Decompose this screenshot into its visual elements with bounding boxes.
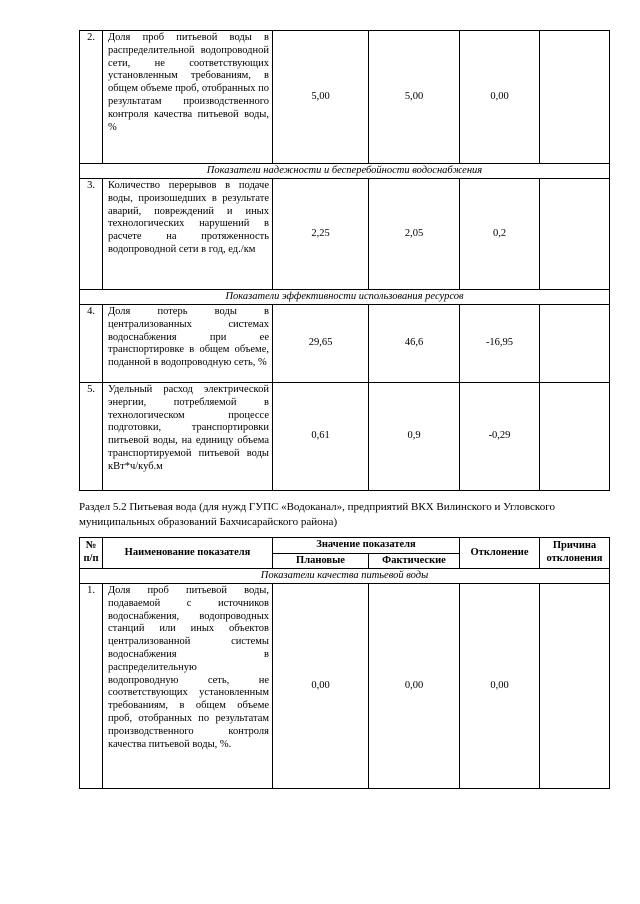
row-number: 4. [80, 305, 103, 383]
table-row [80, 584, 610, 789]
actual-value: 46,6 [369, 305, 460, 383]
header-actual: Фактические [369, 554, 460, 569]
section-row [80, 164, 610, 179]
table-row [80, 305, 610, 383]
row-number: 2. [80, 31, 103, 164]
indicator-name: Доля проб питьевой воды, подаваемой с источников водоснабжения, водопроводных станций или иных объектов централизованной системы водоснабжения в распределительную водопроводную сеть, не соответствующих установленным требованиям, в общем объеме проб, отобранных по результатам производственного контроля качества питьевой воды, %. [103, 584, 273, 789]
header-row [80, 538, 610, 554]
section-row [80, 290, 610, 305]
planned-value: 0,61 [273, 383, 369, 491]
indicator-name: Удельный расход электрической энергии, потребляемой в технологическом процессе подготовки, транспортировки питьевой воды, на единицу объема транспортируемой питьевой воды кВт*ч/куб.м [103, 383, 273, 491]
header-value-group: Значение показателя [273, 538, 460, 554]
planned-value: 29,65 [273, 305, 369, 383]
deviation-reason [540, 383, 610, 491]
section-reliability-title: Показатели надежности и бесперебойности водоснабжения [80, 164, 610, 179]
planned-value: 2,25 [273, 179, 369, 290]
actual-value: 5,00 [369, 31, 460, 164]
section-efficiency-title: Показатели эффективности использования ресурсов [80, 290, 610, 305]
header-deviation: Отклонение [460, 538, 540, 569]
deviation-reason [540, 31, 610, 164]
header-number: № п/п [80, 538, 103, 569]
deviation-value: 0,00 [460, 584, 540, 789]
deviation-reason [540, 305, 610, 383]
row-number: 1. [80, 584, 103, 789]
actual-value: 0,00 [369, 584, 460, 789]
indicator-name: Доля проб питьевой воды в распределительной водопроводной сети, не соответствующих установленным требованиям, в общем объеме проб, отобранных по результатам производственного контроля качества питьевой воды, % [103, 31, 273, 164]
table-row [80, 31, 610, 164]
header-reason: Причина отклонения [540, 538, 610, 569]
deviation-value: -0,29 [460, 383, 540, 491]
deviation-value: 0,00 [460, 31, 540, 164]
table-row [80, 179, 610, 290]
actual-value: 2,05 [369, 179, 460, 290]
section-5-2-caption: Раздел 5.2 Питьевая вода (для нужд ГУПС «Водоканал», предприятий ВКХ Вилинского и Угловского муниципальных образований Бахчисарайского района) [79, 501, 555, 528]
section-quality-title: Показатели качества питьевой воды [80, 569, 610, 584]
table-row [80, 383, 610, 491]
planned-value: 0,00 [273, 584, 369, 789]
deviation-value: -16,95 [460, 305, 540, 383]
row-number: 3. [80, 179, 103, 290]
indicator-name: Доля потерь воды в централизованных системах водоснабжения при ее транспортировке в общем объеме, поданной в водопроводную сеть, % [103, 305, 273, 383]
drinking-water-indicators-table [79, 537, 610, 789]
deviation-reason [540, 179, 610, 290]
header-name: Наименование показателя [103, 538, 273, 569]
header-planned: Плановые [273, 554, 369, 569]
section-row [80, 569, 610, 584]
planned-value: 5,00 [273, 31, 369, 164]
deviation-value: 0,2 [460, 179, 540, 290]
indicator-name: Количество перерывов в подаче воды, произошедших в результате аварий, повреждений и иных технологических нарушений в расчете на протяженность водопроводной сети в год, ед./км [103, 179, 273, 290]
actual-value: 0,9 [369, 383, 460, 491]
deviation-reason [540, 584, 610, 789]
indicators-table-continued [79, 30, 610, 491]
row-number: 5. [80, 383, 103, 491]
